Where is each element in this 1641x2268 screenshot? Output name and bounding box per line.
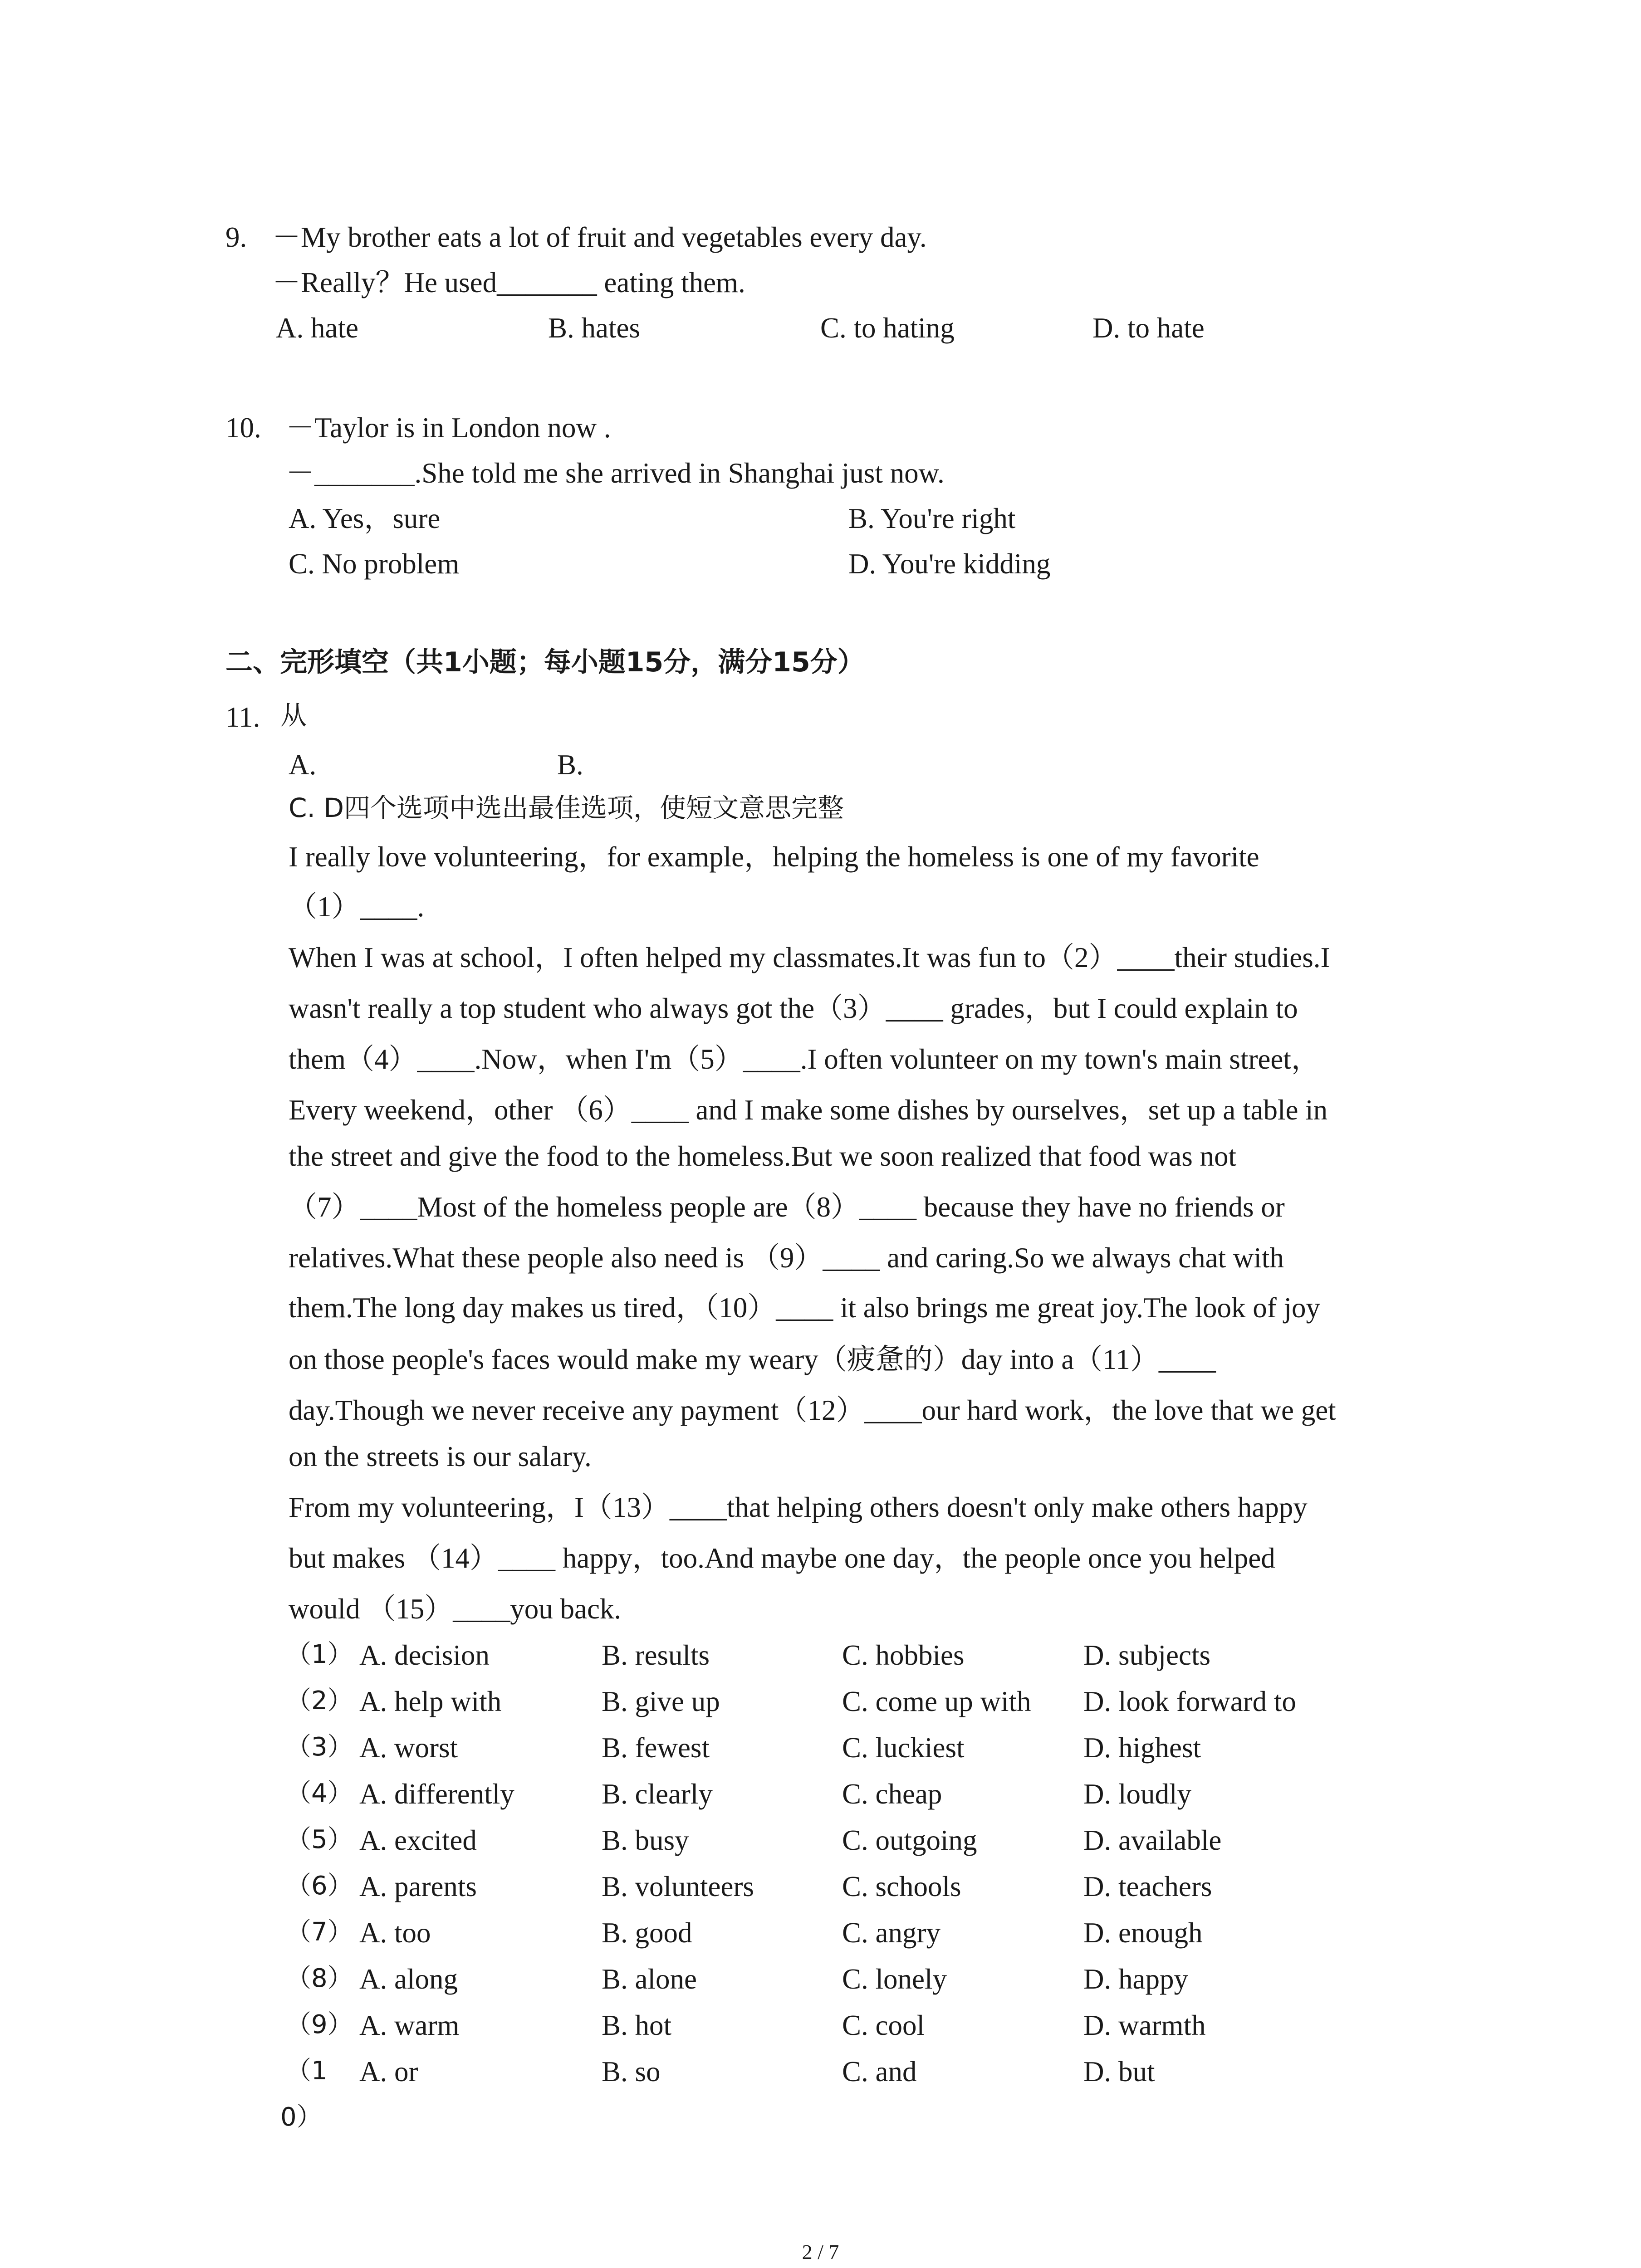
- option-b[interactable]: B. volunteers: [602, 1871, 754, 1902]
- option-c[interactable]: C. angry: [842, 1917, 941, 1949]
- option-c[interactable]: C. hobbies: [842, 1639, 965, 1671]
- passage-line: When I was at school，I often helped my classmates.It was fun to（2）____their studies.I: [289, 942, 1330, 973]
- passage-line: I really love volunteering，for example，helping the homeless is one of my favorite: [289, 841, 1259, 873]
- option-b[interactable]: B. clearly: [602, 1778, 713, 1810]
- option-a[interactable]: A. too: [359, 1917, 431, 1949]
- option-b[interactable]: B. give up: [602, 1686, 720, 1717]
- option-a[interactable]: A. along: [359, 1963, 458, 1995]
- question-number: 11.: [225, 701, 260, 733]
- passage-line: （7）____Most of the homeless people are（8）____ because they have no friends or: [289, 1191, 1285, 1223]
- passage-line: on the streets is our salary.: [289, 1441, 592, 1472]
- dialogue-line: －Really？He used_______ eating them.: [272, 267, 745, 298]
- blank-number: （2）: [286, 1686, 353, 1716]
- instruction-text: C. D四个选项中选出最佳选项，使短文意思完整: [289, 792, 844, 823]
- instruction-text: A.: [289, 749, 317, 781]
- option-c[interactable]: C. cool: [842, 2009, 925, 2041]
- blank-number: （1）: [286, 1640, 353, 1669]
- option-b[interactable]: B. good: [602, 1917, 692, 1949]
- dialogue-line: －_______.She told me she arrived in Shanghai just now.: [286, 457, 945, 489]
- passage-line: Every weekend，other （6）____ and I make some dishes by ourselves，set up a table in: [289, 1094, 1328, 1126]
- option-d[interactable]: D. You're kidding: [848, 548, 1051, 580]
- option-c[interactable]: C. and: [842, 2056, 917, 2087]
- option-b[interactable]: B. so: [602, 2056, 661, 2087]
- option-a[interactable]: A. warm: [359, 2009, 460, 2041]
- blank-number: （7）: [286, 1917, 353, 1947]
- option-d[interactable]: D. loudly: [1083, 1778, 1192, 1810]
- option-a[interactable]: A. parents: [359, 1871, 477, 1902]
- option-a[interactable]: A. or: [359, 2056, 418, 2087]
- blank-number: （8）: [286, 1964, 353, 1993]
- option-d[interactable]: D. subjects: [1083, 1639, 1210, 1671]
- passage-line: them.The long day makes us tired，（10）____ it also brings me great joy.The look of joy: [289, 1292, 1320, 1324]
- option-a[interactable]: A. decision: [359, 1639, 490, 1671]
- option-c[interactable]: C. cheap: [842, 1778, 942, 1810]
- option-b[interactable]: B. hot: [602, 2009, 672, 2041]
- option-d[interactable]: D. teachers: [1083, 1871, 1212, 1902]
- option-a[interactable]: A. differently: [359, 1778, 514, 1810]
- option-c[interactable]: C. come up with: [842, 1686, 1031, 1717]
- passage-line: would （15）____you back.: [289, 1593, 622, 1625]
- option-a[interactable]: A. worst: [359, 1732, 458, 1764]
- option-b[interactable]: B. You're right: [848, 503, 1016, 534]
- blank-number: （9）: [286, 2010, 353, 2039]
- option-d[interactable]: D. to hate: [1092, 312, 1205, 344]
- option-b[interactable]: B. alone: [602, 1963, 697, 1995]
- section-header: 二、完形填空（共1小题；每小题15分，满分15分）: [225, 646, 865, 678]
- passage-line: （1）____.: [289, 891, 425, 923]
- option-c[interactable]: C. schools: [842, 1871, 961, 1902]
- option-a[interactable]: A. excited: [359, 1824, 477, 1856]
- option-d[interactable]: D. highest: [1083, 1732, 1201, 1764]
- blank-number: （4）: [286, 1779, 353, 1808]
- option-d[interactable]: D. but: [1083, 2056, 1155, 2087]
- passage-line: day.Though we never receive any payment（12）____our hard work，the love that we get: [289, 1394, 1336, 1426]
- blank-number: （5）: [286, 1825, 353, 1854]
- option-a[interactable]: A. help with: [359, 1686, 502, 1717]
- option-c[interactable]: C. outgoing: [842, 1824, 977, 1856]
- option-c[interactable]: C. No problem: [289, 548, 460, 580]
- option-c[interactable]: C. luckiest: [842, 1732, 965, 1764]
- blank-number: （6）: [286, 1871, 353, 1901]
- question-number: 9.: [225, 221, 247, 253]
- option-a[interactable]: A. hate: [276, 312, 358, 344]
- option-b[interactable]: B. results: [602, 1639, 710, 1671]
- instruction-text: 从: [280, 700, 307, 731]
- passage-line: them（4）____.Now，when I'm（5）____.I often volunteer on my town's main street，: [289, 1043, 1320, 1075]
- passage-line: From my volunteering，I（13）____that helping others doesn't only make others happy: [289, 1491, 1308, 1523]
- option-c[interactable]: C. lonely: [842, 1963, 947, 1995]
- blank-number: 0）: [280, 2102, 322, 2132]
- option-d[interactable]: D. happy: [1083, 1963, 1188, 1995]
- passage-line: the street and give the food to the homeless.But we soon realized that food was not: [289, 1140, 1236, 1172]
- option-b[interactable]: B. busy: [602, 1824, 689, 1856]
- question-number: 10.: [225, 412, 261, 444]
- page-number: 2 / 7: [802, 2240, 839, 2263]
- instruction-text: B.: [557, 749, 583, 781]
- passage-line: but makes （14）____ happy，too.And maybe one day，the people once you helped: [289, 1542, 1275, 1574]
- option-d[interactable]: D. look forward to: [1083, 1686, 1296, 1717]
- passage-line: on those people's faces would make my weary（疲惫的）day into a（11）____: [289, 1344, 1216, 1375]
- dialogue-line: －Taylor is in London now .: [286, 412, 611, 444]
- dialogue-line: －My brother eats a lot of fruit and vegetables every day.: [272, 221, 927, 253]
- passage-line: relatives.What these people also need is （9）____ and caring.So we always chat with: [289, 1242, 1284, 1274]
- blank-number: （1: [286, 2056, 328, 2086]
- option-d[interactable]: D. enough: [1083, 1917, 1203, 1949]
- option-d[interactable]: D. available: [1083, 1824, 1222, 1856]
- passage-line: wasn't really a top student who always got the（3）____ grades，but I could explain to: [289, 992, 1298, 1024]
- option-b[interactable]: B. hates: [548, 312, 640, 344]
- option-b[interactable]: B. fewest: [602, 1732, 710, 1764]
- option-d[interactable]: D. warmth: [1083, 2009, 1206, 2041]
- option-a[interactable]: A. Yes，sure: [289, 503, 441, 534]
- option-c[interactable]: C. to hating: [820, 312, 955, 344]
- blank-number: （3）: [286, 1732, 353, 1762]
